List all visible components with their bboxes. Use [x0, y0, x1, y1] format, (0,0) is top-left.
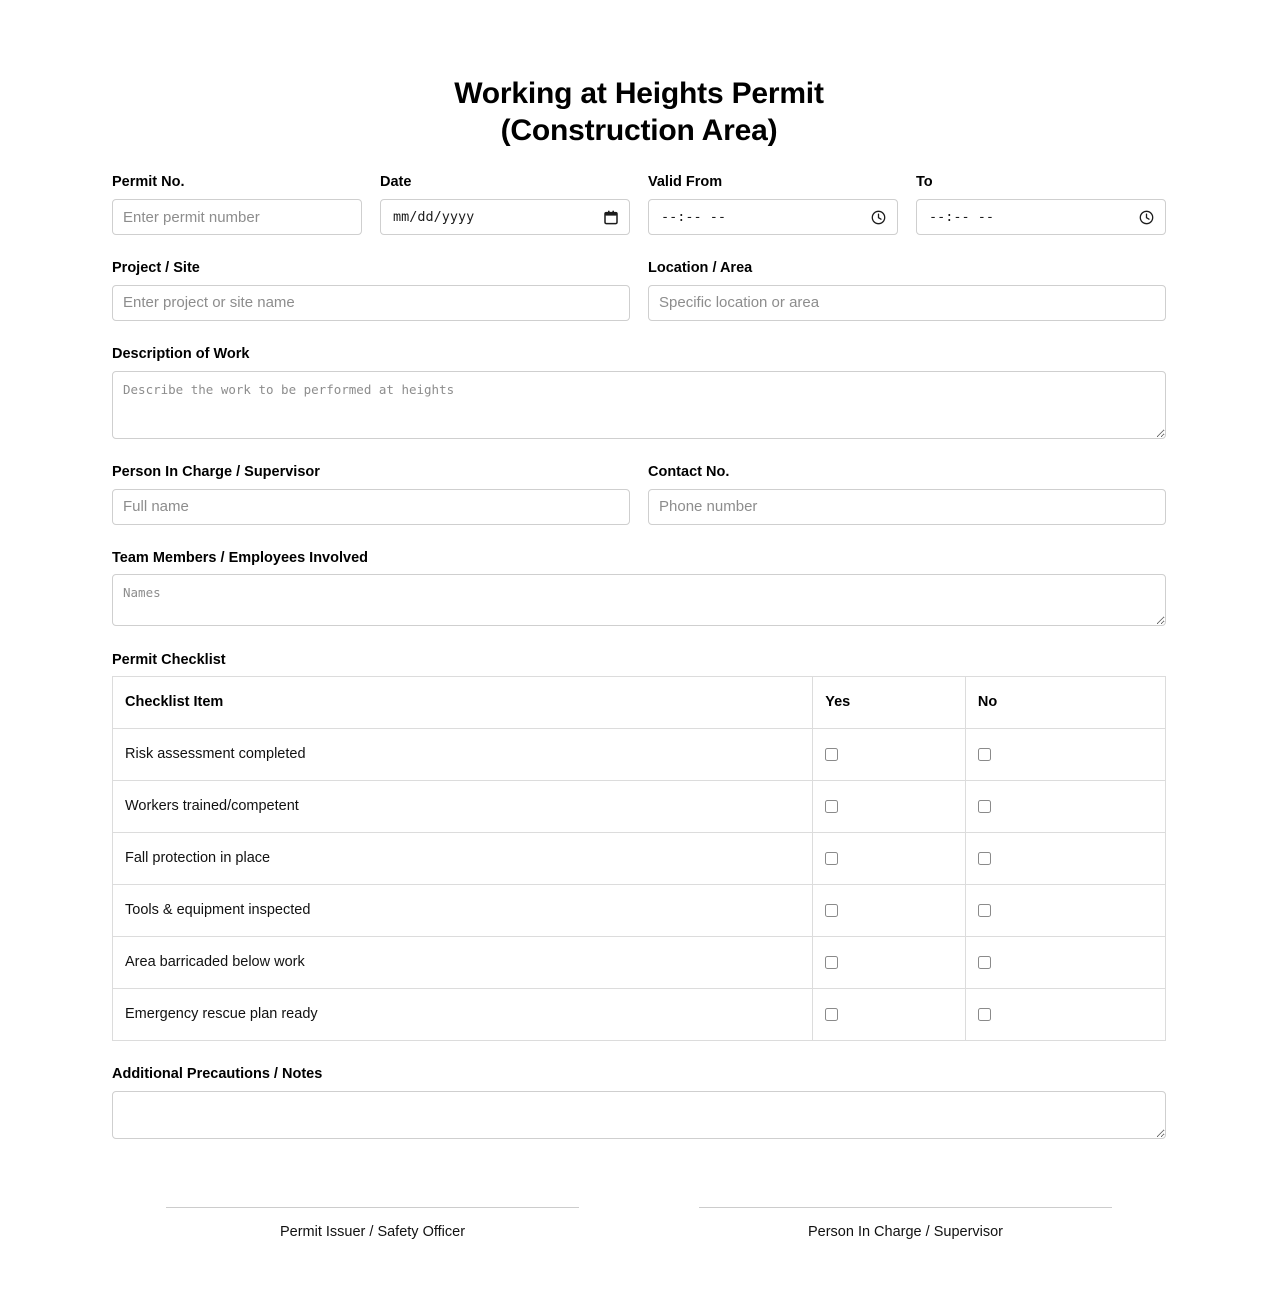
- page-title: [0, 0, 1278, 149]
- label-project-site: Project / Site: [112, 260, 200, 277]
- label-team-members: Team Members / Employees Involved: [112, 549, 368, 566]
- contact-no-input[interactable]: [648, 489, 1166, 525]
- label-additional-notes: Additional Precautions / Notes: [112, 1066, 323, 1083]
- field-valid-from: [648, 173, 898, 235]
- page-title-line-1: Working at Heights Permit: [454, 77, 824, 110]
- label-description-of-work: Description of Work: [112, 345, 250, 362]
- checklist-no-checkbox[interactable]: [978, 904, 991, 917]
- checklist-body: [113, 729, 1166, 1041]
- table-row: [113, 833, 1166, 885]
- table-header-row: [113, 677, 1166, 729]
- checklist-yes-checkbox[interactable]: [825, 852, 838, 865]
- field-person-in-charge: [112, 463, 630, 525]
- column-header-yes: Yes: [813, 677, 966, 729]
- checklist-no-checkbox[interactable]: [978, 800, 991, 813]
- label-date: Date: [380, 174, 412, 191]
- signature-line: [166, 1207, 579, 1208]
- calendar-icon[interactable]: [603, 210, 618, 225]
- checklist-no-checkbox[interactable]: [978, 956, 991, 969]
- clock-icon[interactable]: [1139, 210, 1154, 225]
- clock-icon[interactable]: [871, 210, 886, 225]
- checklist-yes-cell: [813, 781, 966, 833]
- checklist-no-cell: [965, 885, 1165, 937]
- permit-no-input[interactable]: [112, 199, 362, 235]
- table-row: [113, 729, 1166, 781]
- date-input-value: mm/dd/yyyy: [393, 209, 475, 226]
- person-in-charge-input[interactable]: [112, 489, 630, 525]
- project-site-input[interactable]: [112, 285, 630, 321]
- checklist-no-cell: [965, 833, 1165, 885]
- field-project-site: [112, 259, 630, 321]
- checklist-no-cell: [965, 781, 1165, 833]
- checklist-yes-checkbox[interactable]: [825, 1008, 838, 1021]
- row-description: [112, 345, 1166, 439]
- valid-to-value: --:-- --: [929, 209, 995, 226]
- label-location-area: Location / Area: [648, 260, 753, 277]
- valid-to-time-input[interactable]: [916, 199, 1166, 235]
- checklist-yes-cell: [813, 833, 966, 885]
- field-team-members: [112, 549, 1166, 627]
- signature-line: [699, 1207, 1112, 1208]
- checklist-item-label: Risk assessment completed: [113, 729, 813, 781]
- table-row: [113, 885, 1166, 937]
- label-valid-from: Valid From: [648, 174, 723, 191]
- table-row: [113, 989, 1166, 1041]
- field-additional-notes: [112, 1065, 1166, 1139]
- checklist-yes-checkbox[interactable]: [825, 748, 838, 761]
- checklist-yes-checkbox[interactable]: [825, 904, 838, 917]
- signature-section: [112, 1207, 1166, 1242]
- page-title-line-2: (Construction Area): [500, 113, 778, 147]
- checklist-no-cell: [965, 937, 1165, 989]
- checklist-no-checkbox[interactable]: [978, 1008, 991, 1021]
- checklist-item-label: Fall protection in place: [113, 833, 813, 885]
- field-permit-no: [112, 173, 362, 235]
- signature-block-permit-issuer: [166, 1207, 579, 1242]
- checklist-yes-checkbox[interactable]: [825, 800, 838, 813]
- checklist-yes-cell: [813, 885, 966, 937]
- signature-block-person-in-charge: [699, 1207, 1112, 1242]
- date-input[interactable]: [380, 199, 630, 235]
- label-permit-no: Permit No.: [112, 174, 185, 191]
- field-date: [380, 173, 630, 235]
- column-header-item: Checklist Item: [113, 677, 813, 729]
- row-person-contact: [112, 463, 1166, 525]
- permit-form: [112, 173, 1166, 1139]
- field-location-area: [648, 259, 1166, 321]
- checklist-item-label: Tools & equipment inspected: [113, 885, 813, 937]
- column-header-no: No: [965, 677, 1165, 729]
- checklist-item-label: Area barricaded below work: [113, 937, 813, 989]
- checklist-yes-checkbox[interactable]: [825, 956, 838, 969]
- checklist-no-checkbox[interactable]: [978, 748, 991, 761]
- valid-from-value: --:-- --: [661, 209, 727, 226]
- checklist-item-label: Emergency rescue plan ready: [113, 989, 813, 1041]
- team-members-textarea[interactable]: [112, 574, 1166, 626]
- signature-caption-person-in-charge: Person In Charge / Supervisor: [807, 1224, 1004, 1241]
- row-permit-dates: [112, 173, 1166, 235]
- permit-checklist-label: Permit Checklist: [112, 652, 226, 669]
- field-contact-no: [648, 463, 1166, 525]
- permit-checklist-table: [112, 676, 1166, 1041]
- checklist-yes-cell: [813, 937, 966, 989]
- checklist-item-label: Workers trained/competent: [113, 781, 813, 833]
- row-additional-notes: [112, 1065, 1166, 1139]
- row-team-members: [112, 549, 1166, 627]
- checklist-no-checkbox[interactable]: [978, 852, 991, 865]
- label-person-in-charge: Person In Charge / Supervisor: [112, 463, 320, 480]
- additional-notes-textarea[interactable]: [112, 1091, 1166, 1139]
- row-project-location: [112, 259, 1166, 321]
- table-row: [113, 781, 1166, 833]
- checklist-yes-cell: [813, 729, 966, 781]
- field-valid-to: [916, 173, 1166, 235]
- label-valid-to: To: [916, 174, 933, 191]
- label-contact-no: Contact No.: [648, 463, 730, 480]
- table-row: [113, 937, 1166, 989]
- field-description-of-work: [112, 345, 1166, 439]
- signature-caption-permit-issuer: Permit Issuer / Safety Officer: [279, 1224, 466, 1241]
- description-of-work-textarea[interactable]: [112, 371, 1166, 439]
- checklist-no-cell: [965, 989, 1165, 1041]
- valid-from-time-input[interactable]: [648, 199, 898, 235]
- location-area-input[interactable]: [648, 285, 1166, 321]
- checklist-yes-cell: [813, 989, 966, 1041]
- checklist-no-cell: [965, 729, 1165, 781]
